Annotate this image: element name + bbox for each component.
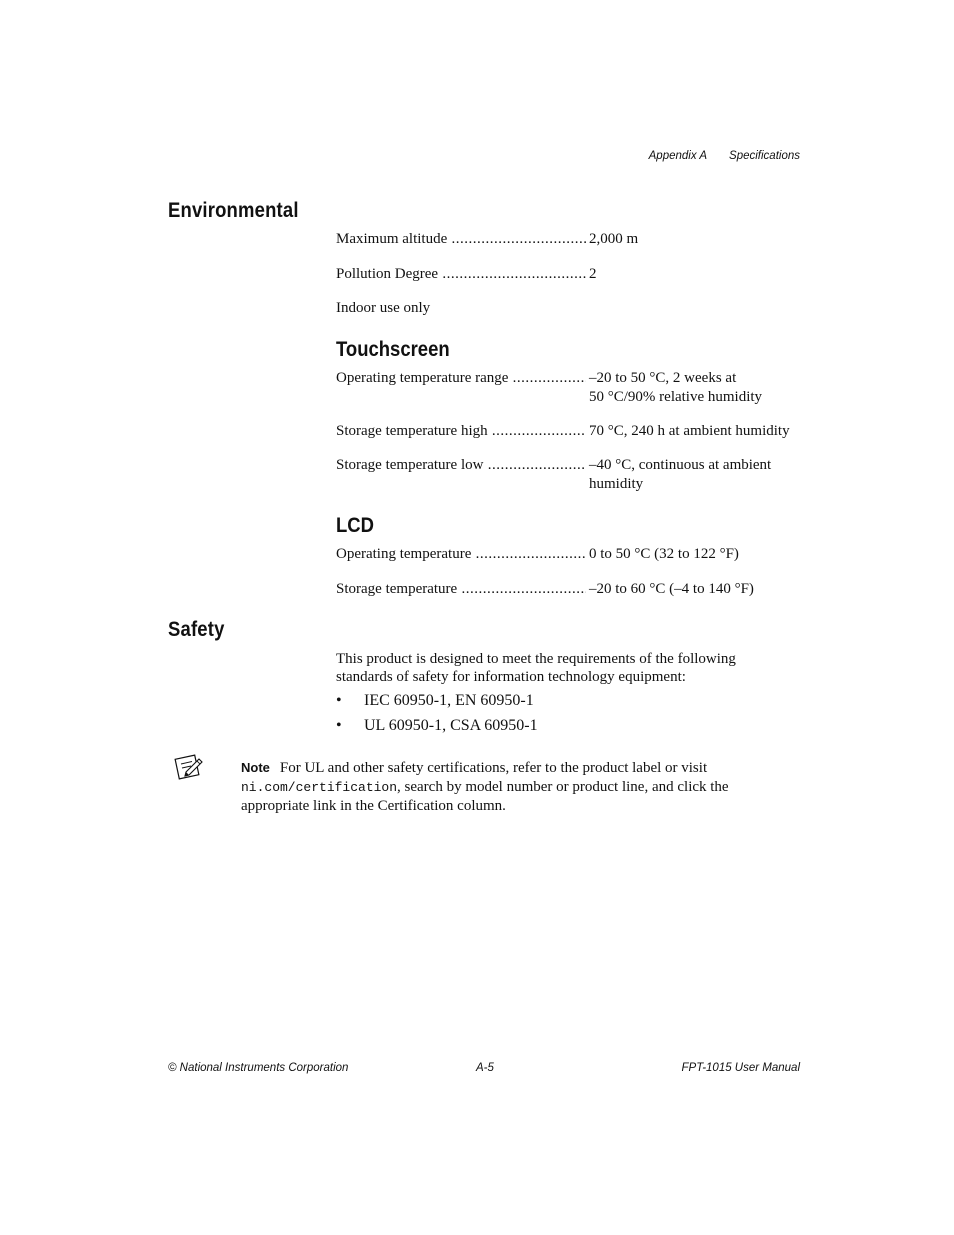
spec-value-line: humidity xyxy=(589,476,644,492)
environmental-heading: Environmental xyxy=(168,199,299,222)
note-pencil-icon xyxy=(174,752,204,782)
footer-copyright: © National Instruments Corporation xyxy=(168,1062,349,1074)
spec-label: Pollution Degree ..... xyxy=(336,265,586,284)
footer-page-number: A-5 xyxy=(476,1062,494,1074)
spec-label: Operating temperature range ..... xyxy=(336,369,586,388)
footer-manual-title: FPT-1015 User Manual xyxy=(681,1062,800,1074)
standard-text: UL 60950-1, CSA 60950-1 xyxy=(364,717,538,734)
list-item xyxy=(336,717,538,735)
spec-label: Storage temperature ..... xyxy=(336,580,586,599)
note-block xyxy=(241,759,781,816)
standard-text: IEC 60950-1, EN 60950-1 xyxy=(364,692,534,709)
header-appendix: Appendix A xyxy=(648,150,708,162)
header-section: Specifications xyxy=(729,150,800,162)
spec-value: –20 to 60 °C (–4 to 140 °F) xyxy=(589,581,754,597)
note-text: appropriate link in the Certification column. xyxy=(241,798,506,814)
spec-value xyxy=(589,456,809,494)
touchscreen-heading: Touchscreen xyxy=(336,338,450,361)
spec-value-line: –40 °C, continuous at ambient xyxy=(589,457,772,473)
spec-value: 0 to 50 °C (32 to 122 °F) xyxy=(589,546,739,562)
spec-value-line: 70 °C, 240 h at ambient humidity xyxy=(589,423,790,439)
certification-link[interactable]: ni.com/certification xyxy=(241,779,398,795)
spec-value-line: –20 to 50 °C, 2 weeks at xyxy=(589,370,737,386)
spec-value xyxy=(589,422,829,441)
bullet-icon: • xyxy=(336,717,342,734)
spec-value: 2 xyxy=(589,266,597,282)
spec-label: Storage temperature high ..... xyxy=(336,422,586,441)
lcd-heading: LCD xyxy=(336,514,374,537)
safety-intro-line: standards of safety for information technology equipment: xyxy=(336,669,686,685)
safety-intro xyxy=(336,650,776,686)
bullet-icon: • xyxy=(336,692,342,709)
spec-value-line: 50 °C/90% relative humidity xyxy=(589,389,763,405)
indoor-use-text: Indoor use only xyxy=(336,300,431,316)
spec-label: Operating temperature ..... xyxy=(336,545,586,564)
note-text: , search by model number or product line, and click the xyxy=(397,778,729,795)
spec-value: 2,000 m xyxy=(589,231,639,247)
spec-label: Storage temperature low ..... xyxy=(336,456,586,475)
note-label: Note xyxy=(241,760,270,775)
spec-value xyxy=(589,369,809,407)
list-item xyxy=(336,692,534,710)
safety-heading: Safety xyxy=(168,618,225,641)
note-text: For UL and other safety certifications, refer to the product label or visit xyxy=(279,760,708,776)
spec-label: Maximum altitude ..... xyxy=(336,230,586,249)
safety-intro-line: This product is designed to meet the requirements of the following xyxy=(336,651,736,667)
running-header xyxy=(649,150,800,162)
